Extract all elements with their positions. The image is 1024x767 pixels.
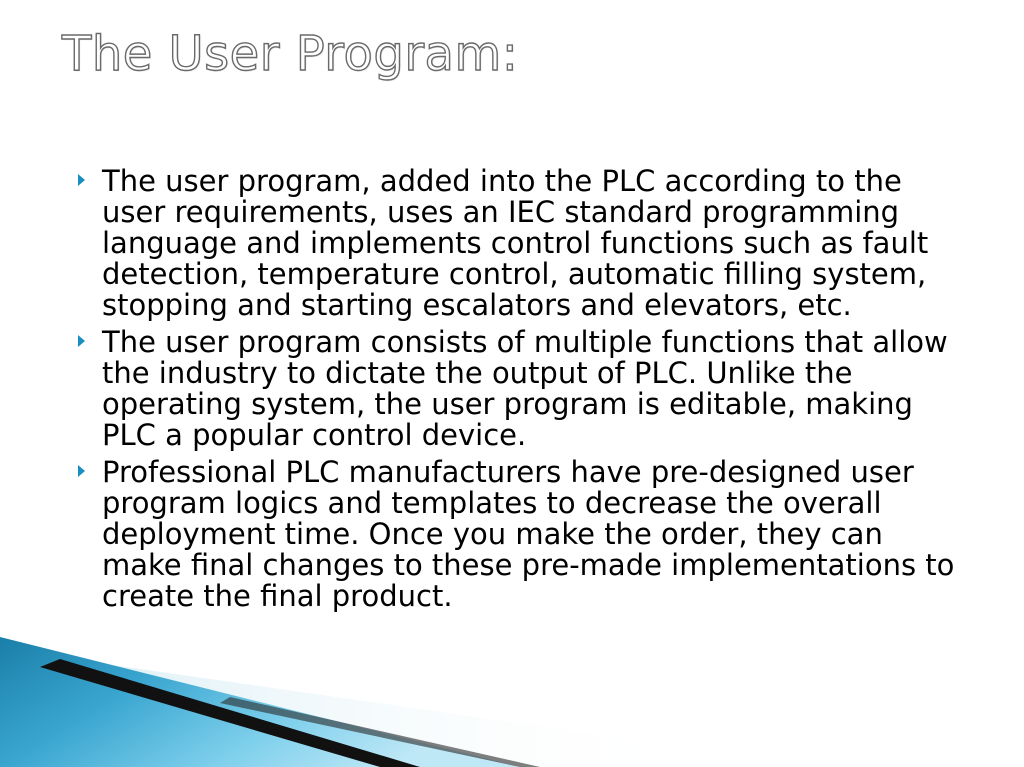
bullet-text: Professional PLC manufacturers have pre-designed user program logics and templates to decrease the overall deployment time. Once you make the order, they can make final changes to these pre-made implementations to create the final product.	[102, 455, 955, 613]
bullet-item	[60, 327, 966, 451]
bullet-text: The user program, added into the PLC according to the user requirements, uses an IEC standard programming language and implements control functions such as fault detection, temperature control, automatic filling system, stopping and starting escalators and elevators, etc.	[102, 164, 929, 322]
bullet-text: The user program consists of multiple functions that allow the industry to dictate the output of PLC. Unlike the operating system, the user program is editable, making PLC a popular control device.	[102, 325, 948, 452]
bullet-list	[60, 166, 966, 618]
wave-decoration	[0, 637, 1024, 767]
slide-title: The User Program:	[62, 26, 519, 82]
triangle-right-icon	[78, 465, 85, 477]
triangle-right-icon	[78, 335, 85, 347]
bullet-item	[60, 457, 966, 612]
bullet-item	[60, 166, 966, 321]
triangle-right-icon	[78, 174, 85, 186]
